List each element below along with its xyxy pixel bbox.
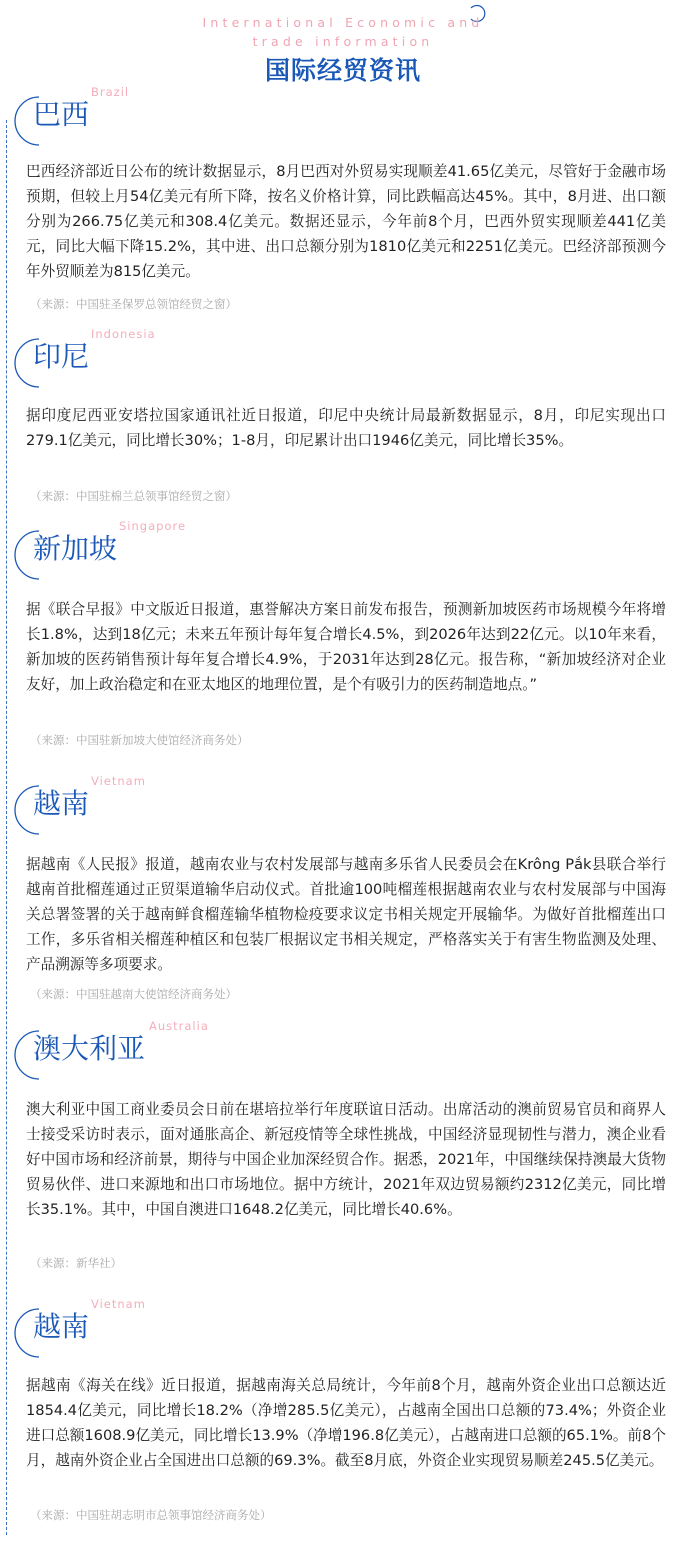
section-english-tag: Australia <box>149 1019 209 1033</box>
section-body: 据越南《海关在线》近日报道，据越南海关总局统计，今年前8个月，越南外资企业出口总额达近1854.4亿美元，同比增长18.2%（净增285.5亿美元），占越南全国出口总额的73.4%；外资企业进口总额1608.9亿美元，同比增长13.9%（净增196.8亿美元），占越南进口总额的65.1%。前8个月，越南外资企业占全国进出口总额的69.3%。截至8月底，外资企业实现贸易顺差245.5亿美元。 <box>26 1377 666 1469</box>
section-body: 据《联合早报》中文版近日报道，惠誉解决方案日前发布报告，预测新加坡医药市场规模今年将增长1.8%，达到18亿元；未来五年预计每年复合增长4.5%，到2026年达到22亿元。以10年来看，新加坡的医药销售预计每年复合增长4.9%，于2031年达到28亿元。报告称，“新加坡经济对企业友好，加上政治稳定和在亚太地区的地理位置，是个有吸引力的医药制造地点。” <box>26 601 666 693</box>
section-english-tag: Brazil <box>91 85 130 99</box>
section-source: （来源：中国驻棉兰总领事馆经贸之窗） <box>30 489 237 503</box>
section-title: 新加坡 <box>33 532 118 565</box>
section-source: （来源：中国驻越南大使馆经济商务处） <box>30 987 237 1001</box>
section-title: 越南 <box>33 787 90 820</box>
section-source: （来源：中国驻胡志明市总领事馆经济商务处） <box>30 1508 272 1522</box>
header-english-line-1: International Economic and <box>202 15 484 30</box>
page-header <box>0 0 686 90</box>
section-source: （来源：中国驻新加坡大使馆经济商务处） <box>30 733 249 747</box>
section-source: （来源：中国驻圣保罗总领馆经贸之窗） <box>30 297 237 311</box>
page-title: 国际经贸资讯 <box>264 56 421 85</box>
section-body: 澳大利亚中国工商业委员会日前在堪培拉举行年度联谊日活动。出席活动的澳前贸易官员和商界人士接受采访时表示，面对通胀高企、新冠疫情等全球性挑战，中国经济显现韧性与潜力，澳企业看好中国市场和经济前景，期待与中国企业加深经贸合作。据悉，2021年，中国继续保持澳最大货物贸易伙伴、进口来源地和出口市场地位。据中方统计，2021年双边贸易额约2312亿美元，同比增长35.1%。其中，中国自澳进口1648.2亿美元，同比增长40.6%。 <box>26 1101 666 1218</box>
section-body: 据印度尼西亚安塔拉国家通讯社近日报道，印尼中央统计局最新数据显示，8月，印尼实现出口279.1亿美元，同比增长30%；1-8月，印尼累计出口1946亿美元，同比增长35%。 <box>26 407 666 449</box>
section-body: 巴西经济部近日公布的统计数据显示，8月巴西对外贸易实现顺差41.65亿美元，尽管好于金融市场预期，但较上月54亿美元有所下降，按名义价格计算，同比跌幅高达45%。其中，8月进、出口额分别为266.75亿美元和308.4亿美元。数据还显示，今年前8个月，巴西外贸实现顺差441亿美元，同比大幅下降15.2%，其中进、出口总额分别为1810亿美元和2251亿美元。巴经济部预测今年外贸顺差为815亿美元。 <box>26 163 666 280</box>
section-title: 印尼 <box>33 340 90 373</box>
section-english-tag: Vietnam <box>91 774 146 788</box>
section-english-tag: Vietnam <box>91 1297 146 1311</box>
section-english-tag: Singapore <box>119 519 187 533</box>
section-title: 越南 <box>33 1310 90 1343</box>
header-english-line-2: trade information <box>252 34 434 49</box>
section-title: 巴西 <box>33 98 90 131</box>
section-title: 澳大利亚 <box>33 1032 146 1065</box>
section-source: （来源：新华社） <box>30 1256 122 1270</box>
section-english-tag: Indonesia <box>91 327 156 341</box>
section-body: 据越南《人民报》报道，越南农业与农村发展部与越南多乐省人民委员会在Krông Pắk县联合举行越南首批榴莲通过正贸渠道输华启动仪式。首批逾100吨榴莲根据越南农业与农村发展部与中国海关总署签署的关于越南鲜食榴莲输华植物检疫要求议定书相关规定开展输华。为做好首批榴莲出口工作，多乐省相关榴莲种植区和包装厂根据议定书相关规定，严格落实关于有害生物监测及处理、产品溯源等多项要求。 <box>26 856 666 973</box>
